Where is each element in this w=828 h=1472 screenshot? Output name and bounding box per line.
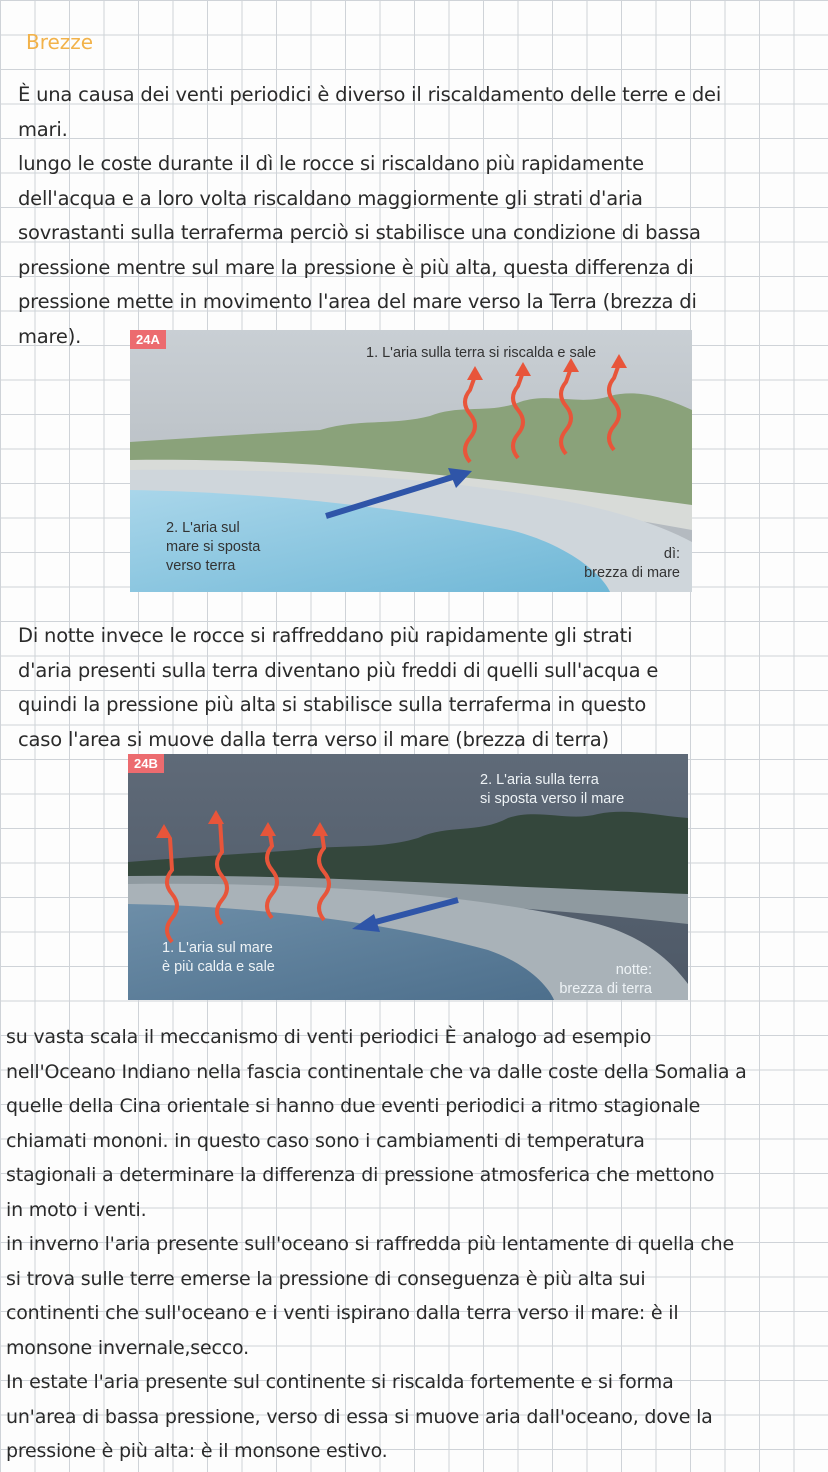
text-line: d'aria presenti sulla terra diventano più freddi di quelli sull'acqua e <box>18 658 659 682</box>
text-line: in moto i venti. <box>6 1198 147 1221</box>
caption-left: 1. L'aria sul mare è più calda e sale <box>162 940 275 975</box>
text-line: lungo le coste durante il dì le rocce si riscaldano più rapidamente <box>18 152 644 175</box>
text-line: pressione mette in movimento l'area del mare verso la Terra (brezza di <box>18 290 697 313</box>
paragraph-monsoons <box>6 1020 747 1469</box>
text-line: mari. <box>18 117 68 141</box>
figure-tag: 24A <box>130 330 166 349</box>
caption-left: 2. L'aria sul mare si sposta verso terra <box>166 520 261 574</box>
paragraph-day-breeze <box>18 78 721 354</box>
caption-top: 1. L'aria sulla terra si riscalda e sale <box>366 345 597 361</box>
text-line: In estate l'aria presente sul continente si riscalda fortemente e si forma <box>6 1371 674 1393</box>
figure-tag: 24B <box>128 754 164 773</box>
text-line: pressione mentre sul mare la pressione è più alta, questa differenza di <box>18 255 694 279</box>
text-line: continenti che sull'oceano e i venti ispirano dalla terra verso il mare: è il <box>6 1302 679 1324</box>
text-line: sovrastanti sulla terraferma perciò si stabilisce una condizione di bassa <box>18 221 701 244</box>
text-line: quelle della Cina orientale si hanno due eventi periodici a ritmo stagionale <box>6 1095 701 1117</box>
text-line: un'area di bassa pressione, verso di essa si muove aria dall'oceano, dove la <box>6 1405 713 1428</box>
text-line: Di notte invece le rocce si raffreddano più rapidamente gli strati <box>18 624 633 647</box>
text-line: È una causa dei venti periodici è diverso il riscaldamento delle terre e dei <box>18 83 722 106</box>
text-line: nell'Oceano Indiano nella fascia continentale che va dalle coste della Somalia a <box>6 1060 747 1083</box>
page-title: Brezze <box>26 30 94 54</box>
text-line: mare). <box>18 324 82 348</box>
text-line: in inverno l'aria presente sull'oceano si raffredda più lentamente di quella che <box>6 1233 734 1255</box>
text-line: pressione è più alta: è il monsone estivo. <box>6 1440 388 1462</box>
text-line: caso l'area si muove dalla terra verso il mare (brezza di terra) <box>18 727 609 751</box>
figure-land-breeze <box>128 754 688 1000</box>
text-line: su vasta scala il meccanismo di venti periodici È analogo ad esempio <box>6 1026 652 1048</box>
figure-sea-breeze <box>130 330 692 592</box>
text-line: dell'acqua e a loro volta riscaldano maggiormente gli strati d'aria <box>18 186 643 210</box>
caption-right: dì: brezza di mare <box>584 546 680 581</box>
text-line: stagionali a determinare la differenza di pressione atmosferica che mettono <box>6 1164 715 1186</box>
text-line: quindi la pressione più alta si stabilisce sulla terraferma in questo <box>18 693 647 716</box>
text-line: monsone invernale,secco. <box>6 1336 249 1359</box>
text-line: chiamati mononi. in questo caso sono i cambiamenti di temperatura <box>6 1129 645 1152</box>
caption-top: 2. L'aria sulla terra si sposta verso il mare <box>480 772 625 807</box>
text-line: si trova sulle terre emerse la pressione di conseguenza è più alta sui <box>6 1267 646 1290</box>
caption-right: notte: brezza di terra <box>559 962 652 997</box>
paragraph-night-breeze <box>18 619 658 757</box>
